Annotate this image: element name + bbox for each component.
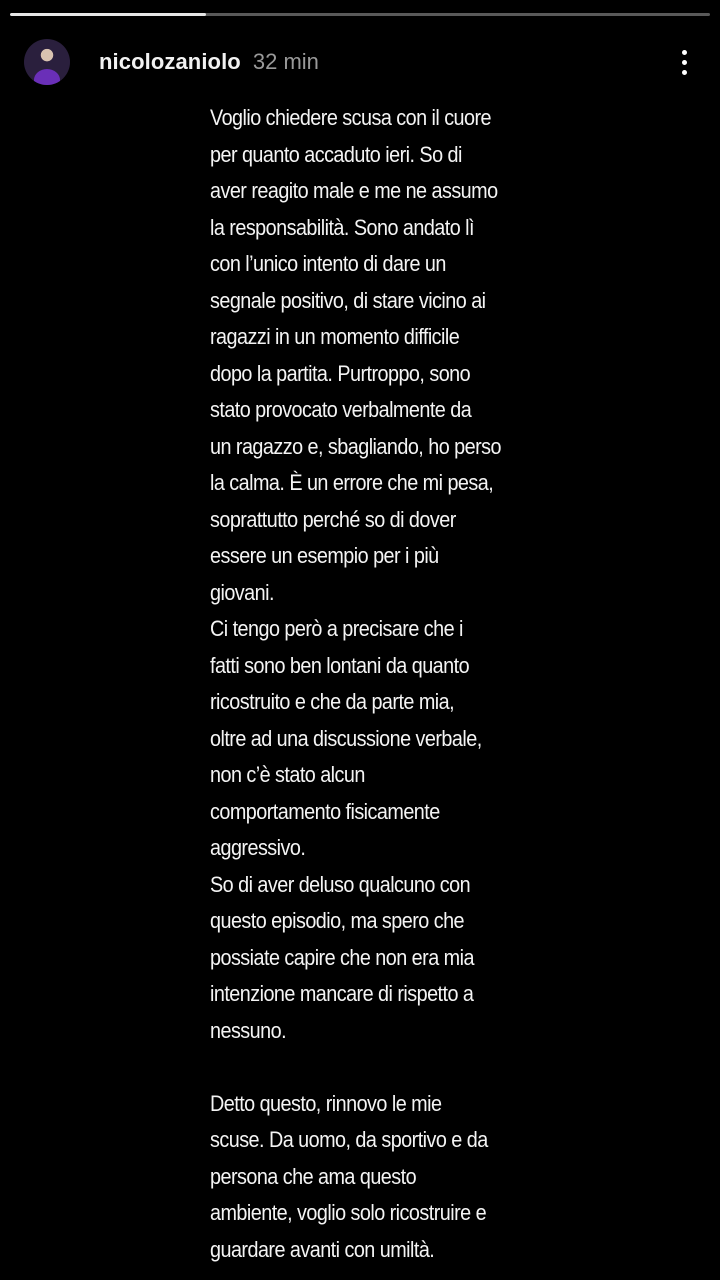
- story-progress-segment: [10, 13, 710, 16]
- story-header: [24, 34, 696, 90]
- username[interactable]: nicolozaniolo: [99, 49, 241, 74]
- story-progress-fill: [10, 13, 206, 16]
- avatar-icon[interactable]: [24, 39, 70, 85]
- story-text: Voglio chiedere scusa con il cuore per quanto accaduto ieri. So di aver reagito male e me ne assumo la responsabilità. Sono andato lì con l’unico intento di dare un segnale positivo, di stare vicino ai ragazzi in un momento difficile dopo la partita. Purtroppo, sono stato provocato verbalmente da un ragazzo e, sbagliando, ho perso la calma. È un errore che mi pesa, soprattutto perché so di dover essere un esempio per i più giovani. Ci tengo però a precisare che i fatti sono ben lontani da quanto ricostruito e che da parte mia, oltre ad una discussione verbale, non c’è stato alcun comportamento fisicamente aggressivo. So di aver deluso qualcuno con questo episodio, ma spero che possiate capire che non era mia intenzione mancare di rispetto a nessuno. Detto questo, rinnovo le mie scuse. Da uomo, da sportivo e da persona che ama questo ambiente, voglio solo ricostruire e guardare avanti con umiltà.: [210, 105, 501, 1262]
- more-vertical-icon[interactable]: [672, 42, 696, 82]
- story-progress-bar: [10, 13, 710, 16]
- post-time: 32 min: [252, 49, 319, 74]
